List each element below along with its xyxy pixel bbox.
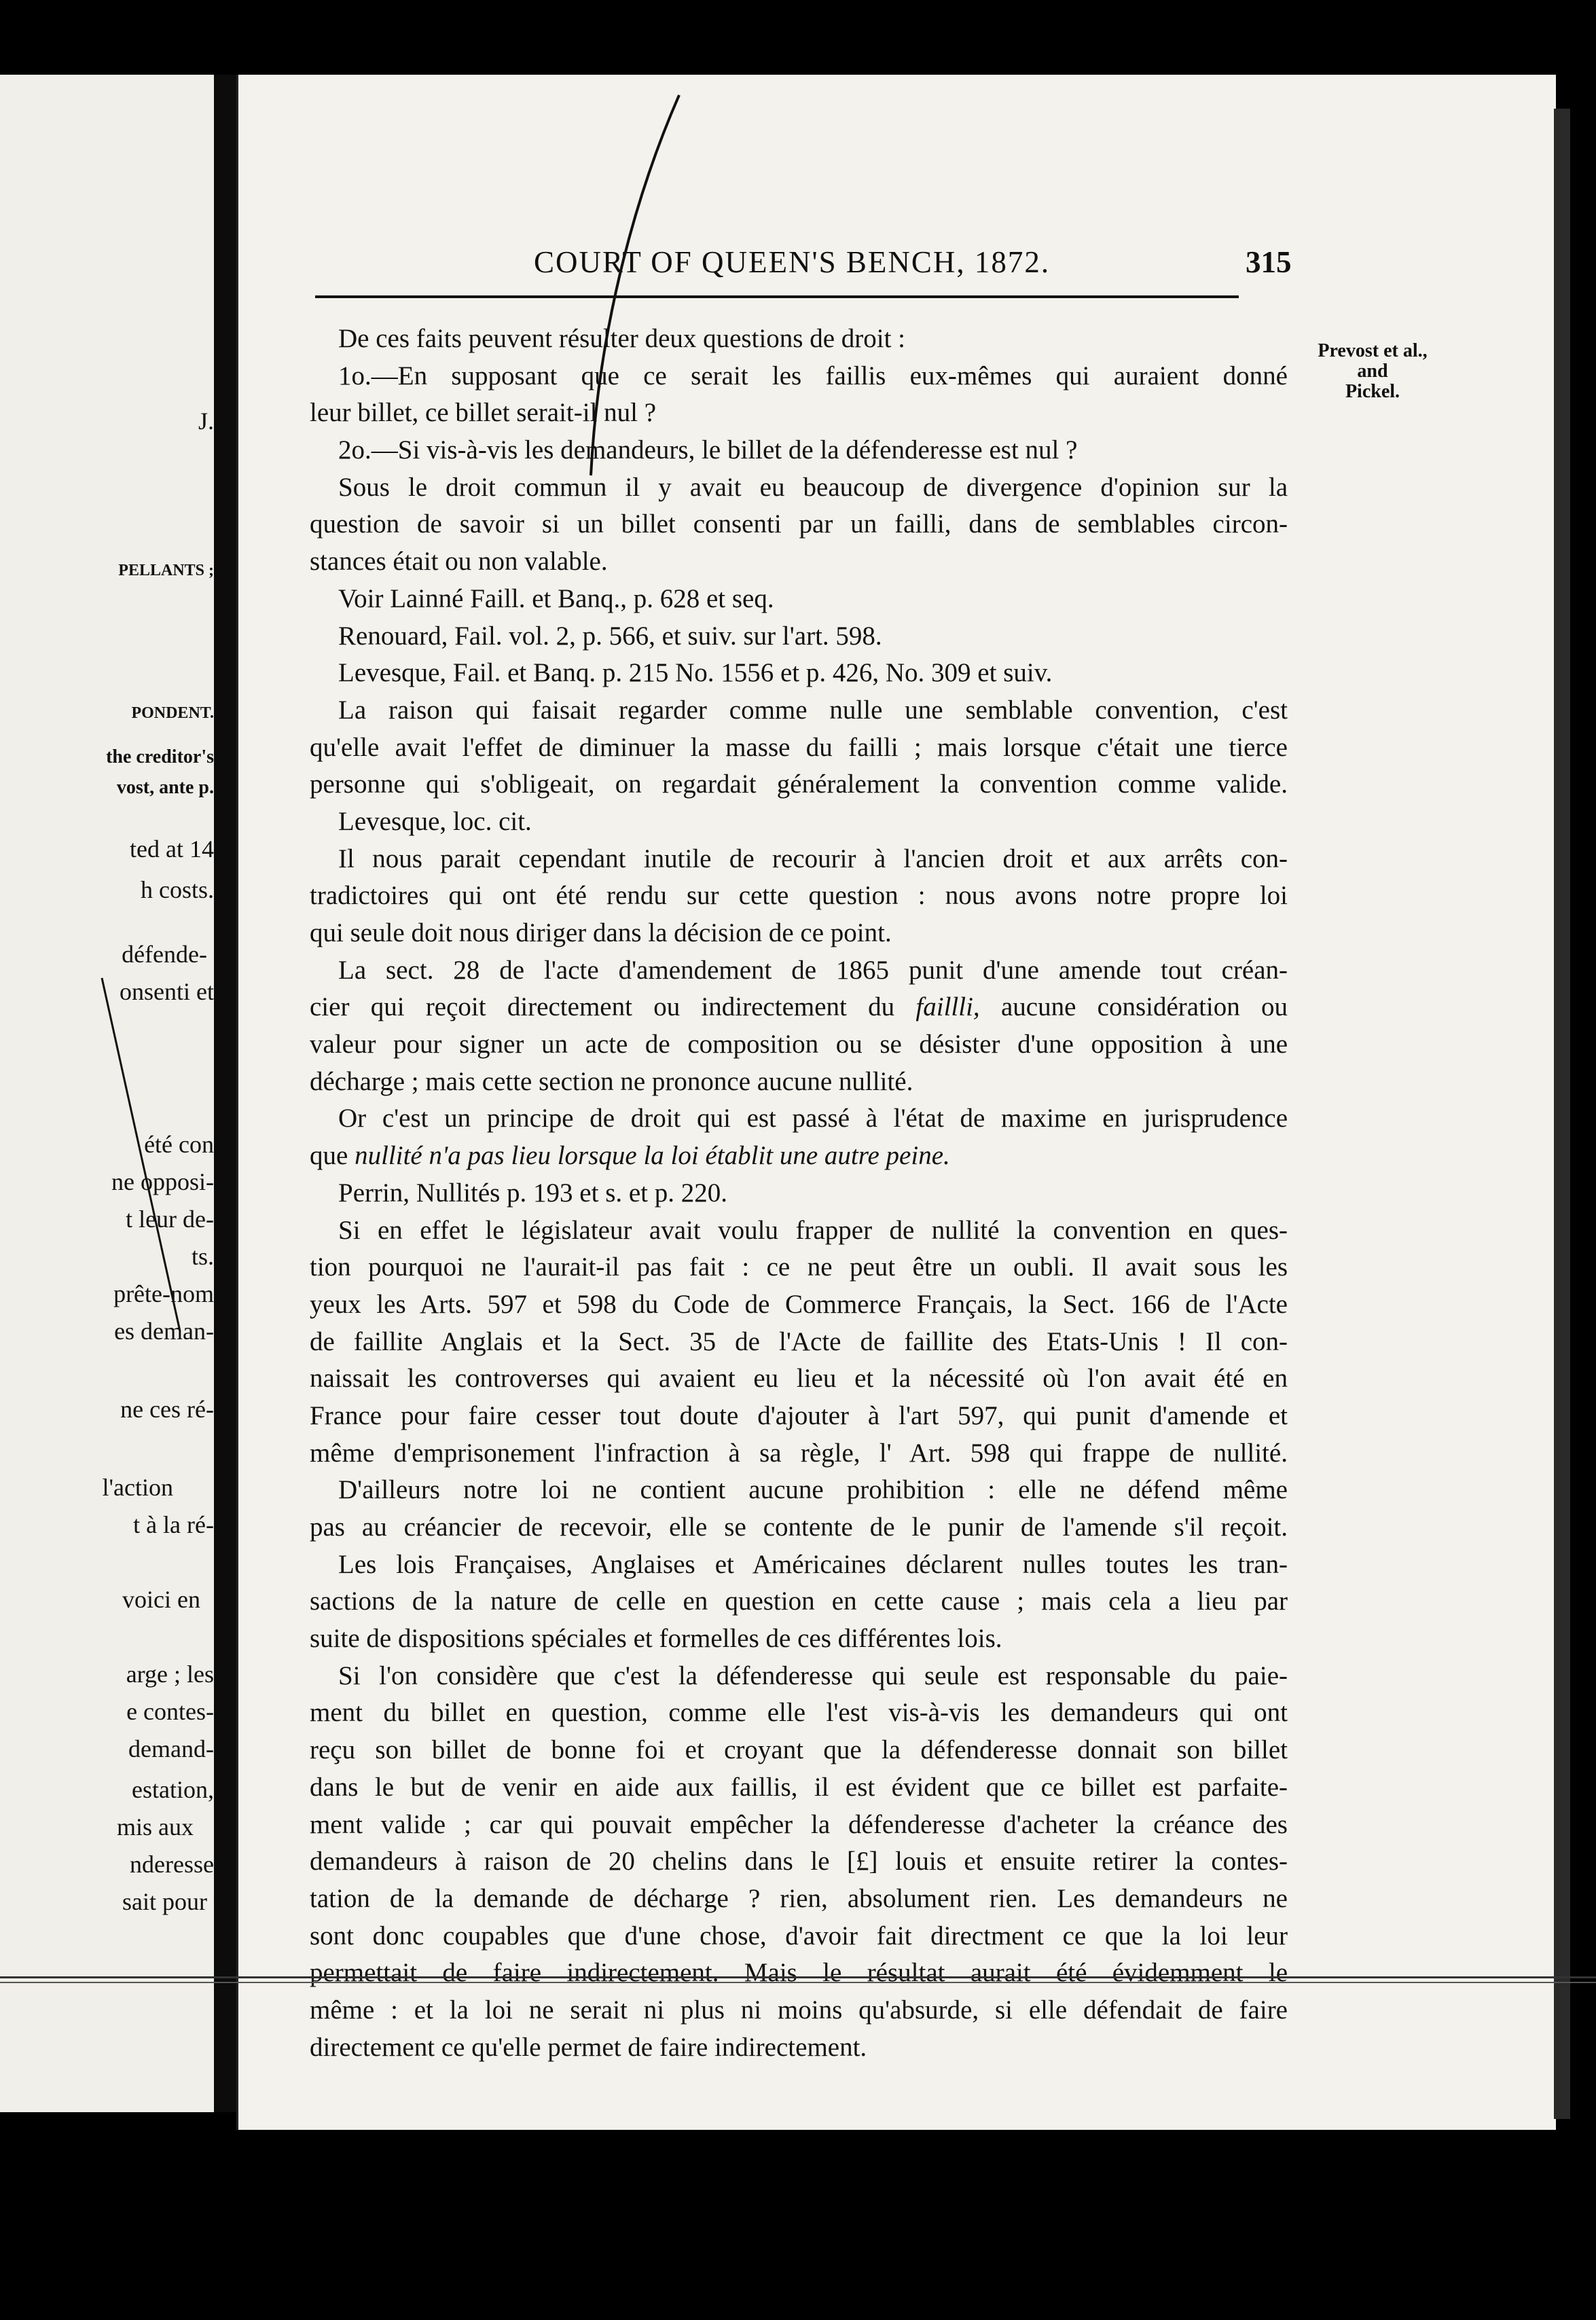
citation-line: Voir Lainné Faill. et Banq., p. 628 et seq. [338, 583, 774, 613]
left-page-fragment: l'action [102, 1474, 173, 1501]
text-line: directement ce qu'elle permet de faire indirectement. [310, 2032, 867, 2062]
left-page-fragment: nderesse [130, 1851, 214, 1878]
text-line: Sous le droit commun il y avait eu beaucoup de divergence d'opinion sur la [338, 472, 1288, 502]
text-line: Or c'est un principe de droit qui est passé à l'état de maxime en jurisprudence [338, 1104, 1288, 1134]
text-run: que [310, 1141, 348, 1171]
text-line: Il nous parait cependant inutile de recourir à l'ancien droit et aux arrêts con- [338, 844, 1288, 873]
text-line: demandeurs à raison de 20 chelins dans le [£] louis et ensuite retirer la contes- [310, 1847, 1288, 1877]
text-line [310, 1138, 1288, 1175]
text-line: tion pourquoi ne l'aurait-il pas fait : ce ne peut être un oubli. Il avait sous les [310, 1252, 1288, 1282]
text-line: ment valide ; car qui pouvait empêcher la défenderesse d'acheter la créance des [310, 1809, 1288, 1839]
left-page-fragment: demand- [128, 1735, 214, 1762]
left-page-fragment: arge ; les [126, 1661, 214, 1688]
left-page-fragment: prête-nom [113, 1280, 214, 1307]
text-line: yeux les Arts. 597 et 598 du Code de Commerce Français, la Sect. 166 de l'Acte [310, 1289, 1288, 1319]
text-run: cier qui reçoit directement ou indirectement du [310, 992, 895, 1022]
page-gutter [214, 75, 236, 2112]
margin-note-line: Pickel. [1345, 381, 1400, 402]
text-line: question de savoir si un billet consenti par un failli, dans de semblables circon- [310, 509, 1288, 539]
left-page-fragment: onsenti et [120, 978, 214, 1005]
citation-line: Renouard, Fail. vol. 2, p. 566, et suiv. sur l'art. 598. [338, 621, 882, 651]
left-page-fragment: été con [144, 1131, 214, 1158]
citation-line: Perrin, Nullités p. 193 et s. et p. 220. [338, 1178, 728, 1208]
text-line: France pour faire cesser tout doute d'ajouter à l'art 597, qui punit d'amende et [310, 1400, 1288, 1430]
text-line: dans le but de venir en aide aux faillis, il est évident que ce billet est parfaite- [310, 1772, 1288, 1802]
text-line: ment du billet en question, comme elle l'est vis-à-vis les demandeurs qui ont [310, 1698, 1288, 1728]
text-line: leur billet, ce billet serait-il nul ? [310, 398, 657, 428]
left-page-fragment: t leur de- [126, 1206, 214, 1233]
text-line: qu'elle avait l'effet de diminuer la masse du failli ; mais lorsque c'était une tierce [310, 732, 1288, 762]
text-line: décharge ; mais cette section ne prononce aucune nullité. [310, 1066, 913, 1096]
text-line: Si l'on considère que c'est la défenderesse qui seule est responsable du paie- [338, 1661, 1288, 1690]
citation-line: Levesque, loc. cit. [338, 806, 532, 836]
text-line: de faillite Anglais et la Sect. 35 de l'Acte de faillite des Etats-Unis ! Il con- [310, 1326, 1288, 1356]
text-line: tation de la demande de décharge ? rien, absolument rien. Les demandeurs ne [310, 1883, 1288, 1913]
text-line: qui seule doit nous diriger dans la décision de ce point. [310, 918, 892, 947]
margin-note-line: Prevost et al., [1318, 340, 1428, 361]
scan-crease-line [0, 1982, 1596, 1983]
left-page-fragment: ted at 14 [130, 835, 214, 863]
left-page-fragment: estation, [132, 1776, 214, 1803]
left-page-fragment: e contes- [126, 1698, 214, 1725]
italic-term: faillli, [915, 992, 980, 1022]
left-page-fragment: ts. [191, 1243, 214, 1270]
text-run: aucune considération ou [1000, 992, 1288, 1022]
left-page-fragment: mis aux [117, 1813, 194, 1841]
left-page-fragment: es deman- [114, 1318, 214, 1345]
left-page-fragment: ne opposi- [111, 1168, 214, 1195]
text-line: stances était ou non valable. [310, 547, 608, 577]
body-text [310, 321, 1288, 2066]
text-line: même d'emprisonement l'infraction à sa règle, l' Art. 598 qui frappe de nullité. [310, 1438, 1288, 1468]
text-line: suite de dispositions spéciales et formelles de ces différentes lois. [310, 1624, 1002, 1654]
margin-note-line: and [1357, 361, 1388, 382]
text-line: La raison qui faisait regarder comme nulle une semblable convention, c'est [338, 695, 1288, 725]
left-page-fragment: défende- [122, 941, 207, 968]
text-line: sactions de la nature de celle en question en cette cause ; mais cela a lieu par [310, 1587, 1288, 1616]
header-rule [315, 295, 1239, 298]
text-line: naissait les controverses qui avaient eu lieu et la nécessité où l'on avait été en [310, 1364, 1288, 1394]
main-page [236, 75, 1556, 2130]
left-page-fragment: ne ces ré- [120, 1396, 214, 1423]
text-line: sont donc coupables que d'une chose, d'avoir fait directment ce que la loi leur [310, 1921, 1288, 1951]
text-line: La sect. 28 de l'acte d'amendement de 1865 punit d'une amende tout créan- [338, 955, 1288, 985]
left-page-fragment: J. [198, 407, 214, 435]
left-page-fragment: the creditor's [106, 746, 214, 767]
text-line: permettait de faire indirectement. Mais le résultat aurait été évidemment le [310, 1958, 1288, 1988]
text-line: De ces faits peuvent résulter deux questions de droit : [338, 324, 906, 353]
left-page-fragment: vost, ante p. [116, 777, 214, 798]
italic-maxim: nullité n'a pas lieu lorsque la loi établit une autre peine. [355, 1141, 950, 1171]
running-head [238, 238, 1556, 292]
running-title: COURT OF QUEEN'S BENCH, 1872. [534, 245, 1051, 279]
text-line [310, 989, 1288, 1026]
left-page-fragment: PONDENT. [131, 704, 214, 722]
text-line: pas au créancier de recevoir, elle se contente de le punir de l'amende s'il reçoit. [310, 1512, 1288, 1542]
left-facing-page [0, 75, 214, 2112]
margin-note [1305, 341, 1440, 402]
text-line: personne qui s'obligeait, on regardait généralement la convention comme valide. [310, 769, 1288, 799]
text-line: même : et la loi ne serait ni plus ni moins qu'absurde, si elle défendait de faire [310, 1995, 1288, 2025]
left-page-fragment: sait pour [122, 1888, 207, 1915]
citation-line: Levesque, Fail. et Banq. p. 215 No. 1556 et p. 426, No. 309 et suiv. [338, 658, 1053, 688]
text-line: valeur pour signer un acte de composition ou se désister d'une opposition à une [310, 1030, 1288, 1059]
left-page-fragment: PELLANTS ; [118, 562, 214, 579]
text-line: tradictoires qui ont été rendu sur cette question : nous avons notre propre loi [310, 881, 1288, 911]
left-page-fragment: voici en [122, 1586, 200, 1613]
text-line: reçu son billet de bonne foi et croyant que la défenderesse donnait son billet [310, 1735, 1288, 1765]
page-number: 315 [1246, 245, 1292, 279]
left-page-fragment: h costs. [141, 876, 214, 903]
text-line: D'ailleurs notre loi ne contient aucune prohibition : elle ne défend même [338, 1475, 1288, 1505]
text-line: 2o.—Si vis-à-vis les demandeurs, le billet de la défenderesse est nul ? [338, 435, 1078, 465]
page-edge-shadow [1554, 109, 1570, 2119]
text-line: Les lois Françaises, Anglaises et Américaines déclarent nulles toutes les tran- [338, 1549, 1288, 1579]
scan-crease-line [0, 1976, 1596, 1978]
left-page-fragment: t à la ré- [133, 1511, 214, 1538]
text-line: Si en effet le législateur avait voulu frapper de nullité la convention en ques- [338, 1215, 1288, 1245]
text-line: 1o.—En supposant que ce serait les faillis eux-mêmes qui auraient donné [338, 361, 1288, 391]
